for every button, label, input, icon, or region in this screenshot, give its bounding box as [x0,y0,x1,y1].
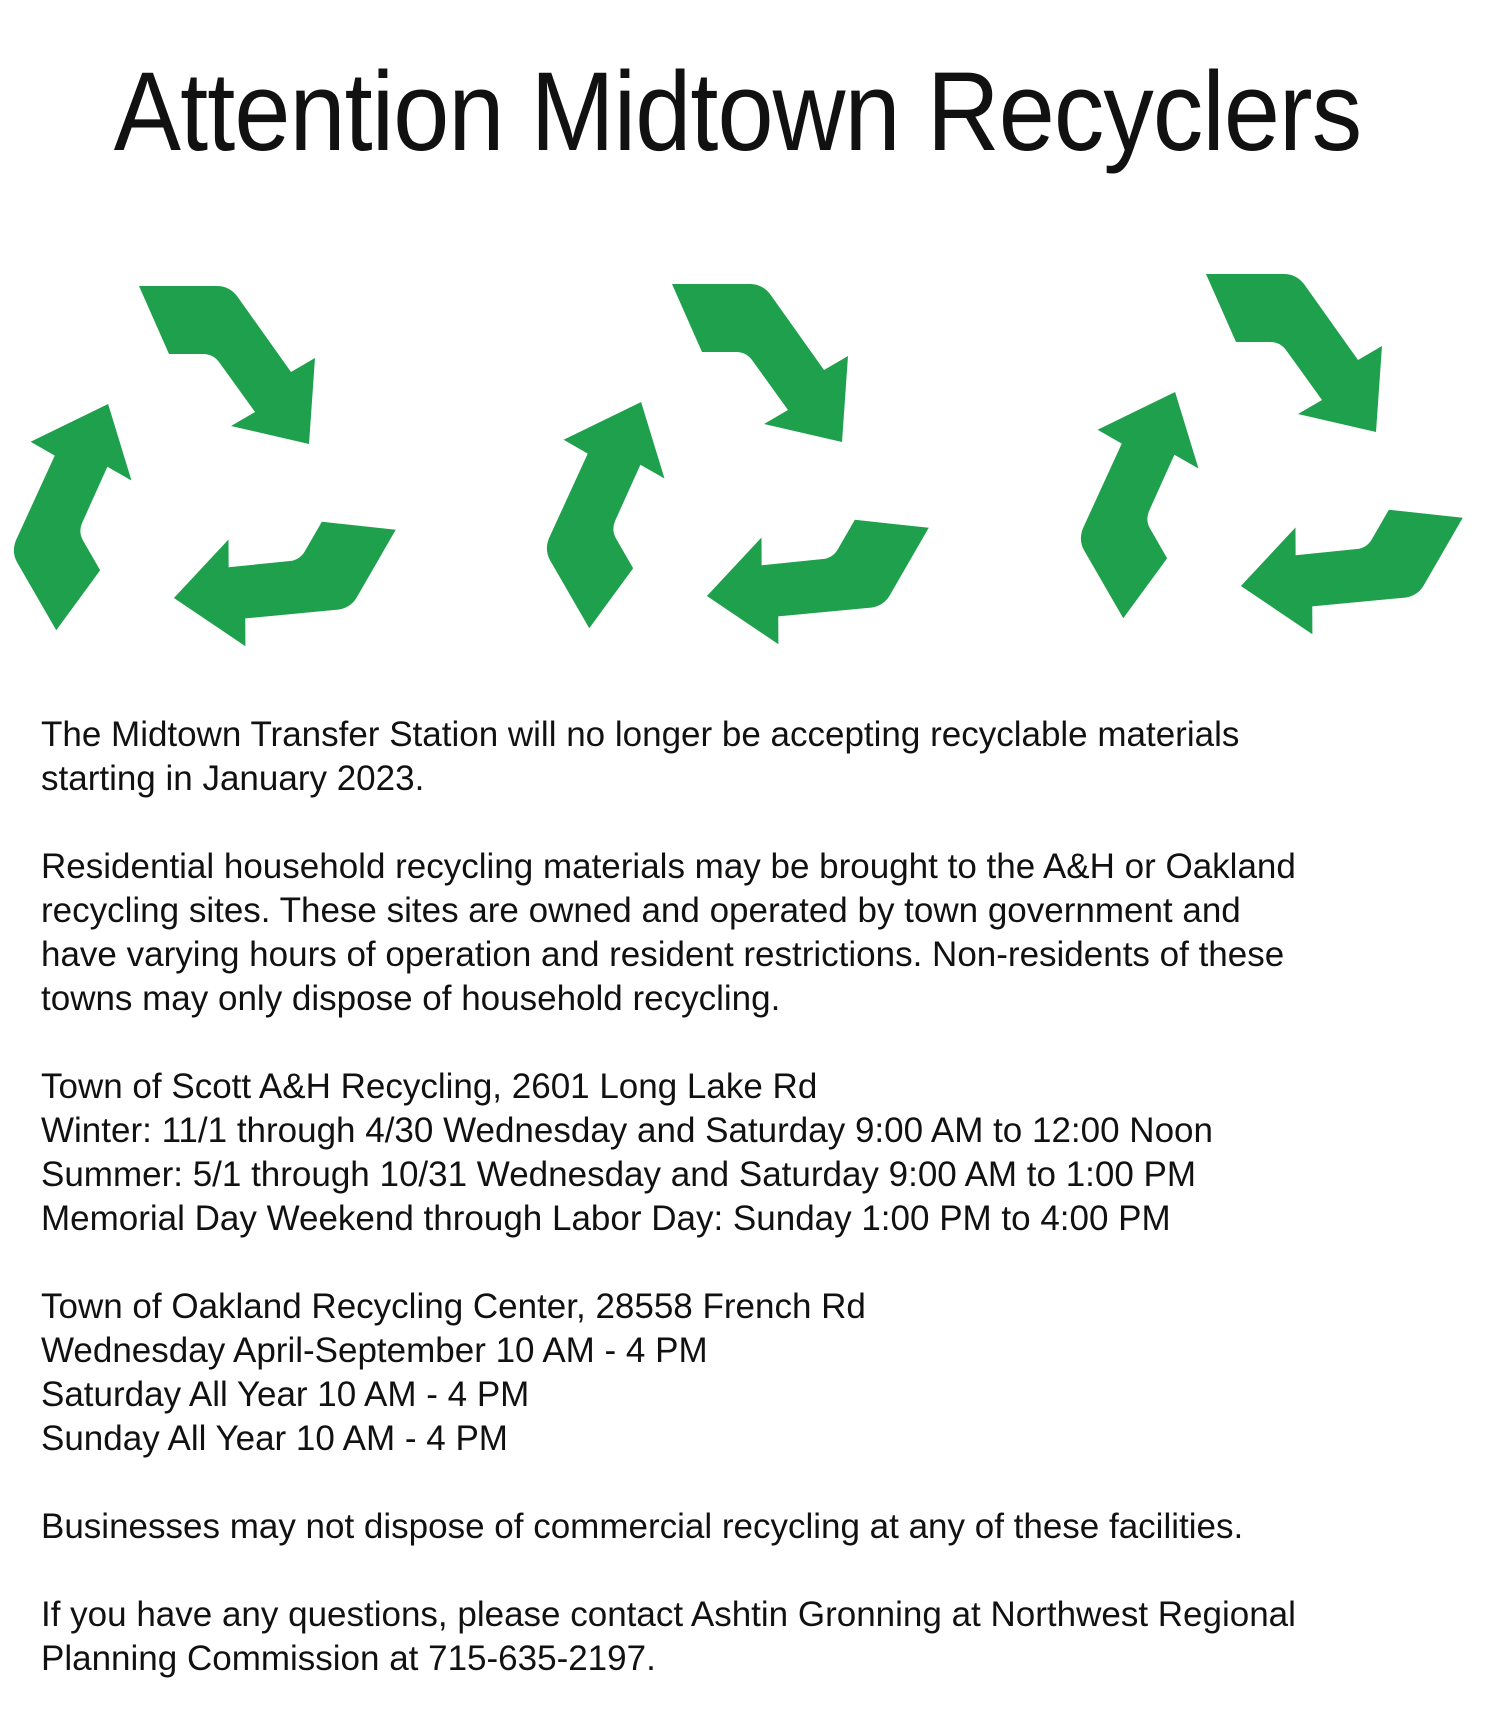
businesses-paragraph: Businesses may not dispose of commercial recycling at any of these facilities. [41,1507,1244,1546]
recycle-icon [0,286,396,682]
oakland-site-hours: Town of Oakland Recycling Center, 28558 French Rd Wednesday April-September 10 AM - 4 PM Saturday All Year 10 AM - 4 PM Sunday All Year 10 AM - 4 PM [41,1287,866,1458]
contact-paragraph: If you have any questions, please contact Ashtin Gronning at Northwest Regional Planning Commission at 715-635-2197. [41,1595,1296,1678]
scott-site-hours: Town of Scott A&H Recycling, 2601 Long Lake Rd Winter: 11/1 through 4/30 Wednesday and Saturday 9:00 AM to 12:00 Noon Summer: 5/1 through 10/31 Wednesday and Saturday 9:00 AM to 1:00 PM Memorial Day Weekend through Labor Day: Sunday 1:00 PM to 4:00 PM [41,1067,1213,1238]
recycle-icons-row [0,0,1500,700]
notice-body [41,713,1481,1725]
intro-paragraph: The Midtown Transfer Station will no longer be accepting recyclable materials starting in January 2023. [41,715,1240,798]
page-title: Attention Midtown Recyclers [113,49,1362,174]
recycle-icon [501,284,928,680]
residential-paragraph: Residential household recycling materials may be brought to the A&H or Oakland recycling sites. These sites are owned and operated by town government and have varying hours of operation and resident restrictions. Non-residents of these towns may only dispose of household recycling. [41,847,1296,1018]
recycle-icon [1035,274,1462,670]
